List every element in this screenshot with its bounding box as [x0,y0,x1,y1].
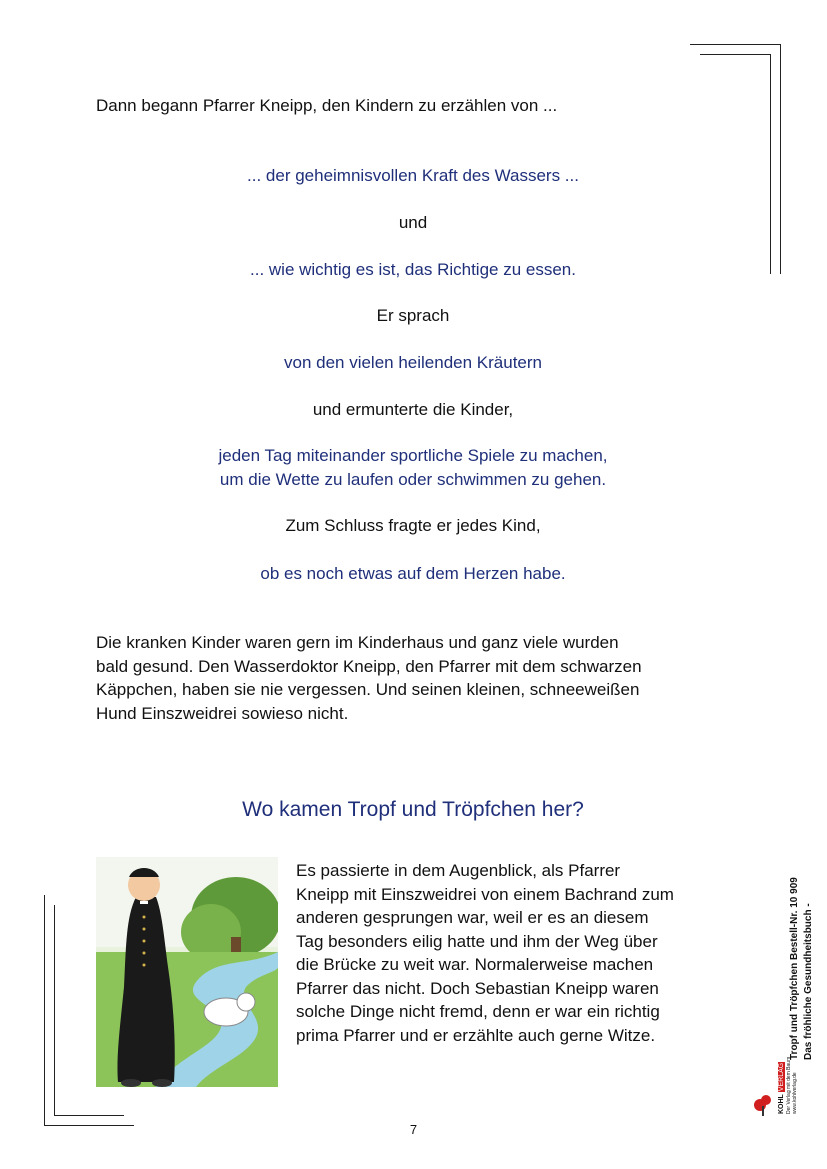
center-line-7: jeden Tag miteinander sportliche Spiele zu machen, [218,446,608,465]
frame-line-top-1 [690,44,780,45]
story-line: Tag besonders eilig hatte und ihm der Weg über [296,931,658,951]
sidebar-title-line: Tropf und Tröpfchen Bestell-Nr. 10 909 [789,877,800,1060]
frame-line-bottom-2 [54,1115,124,1116]
story-line: Pfarrer das nicht. Doch Sebastian Kneipp waren [296,978,659,998]
center-line-10: ob es noch etwas auf dem Herzen habe. [260,564,566,583]
page-number: 7 [409,1122,418,1137]
frame-line-right-2 [770,54,771,274]
closing-paragraph [96,631,736,725]
logo-badge: VERLAG [778,1062,785,1092]
logo-text [778,1062,786,1114]
logo-tagline: Der Verlag mit dem Baum [786,1056,792,1114]
center-line-8: um die Wette zu laufen oder schwimmen zu gehen. [219,470,607,489]
paragraph-line: bald gesund. Den Wasserdoktor Kneipp, den Pfarrer mit dem schwarzen [96,656,642,676]
center-line-3: ... wie wichtig es ist, das Richtige zu essen. [250,260,576,279]
story-line: Kneipp mit Einszweidrei von einem Bachrand zum [296,884,674,904]
story-line: prima Pfarrer und er erzählte auch gerne Witze. [296,1025,656,1045]
paragraph-line: Die kranken Kinder waren gern im Kinderhaus und ganz viele wurden [96,633,619,652]
paragraph-line: Käppchen, haben sie nie vergessen. Und seinen kleinen, schneeweißen [96,680,640,699]
story-line: die Brücke zu weit war. Normalerweise machen [296,955,654,974]
center-line-6: und ermunterte die Kinder, [312,400,514,419]
logo-brand: KOHL [778,1094,785,1114]
frame-line-left-1 [44,895,45,1125]
sidebar-subtitle-line: Das fröhliche Gesundheitsbuch - [803,903,814,1060]
frame-line-top-2 [700,54,770,55]
intro-line: Dann begann Pfarrer Kneipp, den Kindern zu erzählen von ... [96,96,558,115]
kneipp-illustration [96,857,278,1087]
frame-line-right-1 [780,44,781,274]
illustration-image [96,857,278,1087]
center-line-2: und [398,213,428,232]
center-line-9: Zum Schluss fragte er jedes Kind, [285,516,541,535]
kohl-verlag-logo [752,1050,800,1120]
center-line-4: Er sprach [376,306,450,325]
story-line: Es passierte in dem Augenblick, als Pfarrer [296,861,621,880]
section-heading: Wo kamen Tropf und Tröpfchen her? [242,798,584,821]
logo-url: www.kohlverlag.de [792,1072,798,1114]
center-line-5: von den vielen heilenden Kräutern [283,353,543,372]
story-paragraph [296,859,736,1047]
story-line: anderen gesprungen war, weil er es an diesem [296,908,649,927]
story-line: solche Dinge nicht fremd, denn er war ein richtig [296,1002,660,1021]
frame-line-left-2 [54,905,55,1115]
center-line-1: ... der geheimnisvollen Kraft des Wassers ... [247,166,579,185]
paragraph-line: Hund Einszweidrei sowieso nicht. [96,703,349,723]
